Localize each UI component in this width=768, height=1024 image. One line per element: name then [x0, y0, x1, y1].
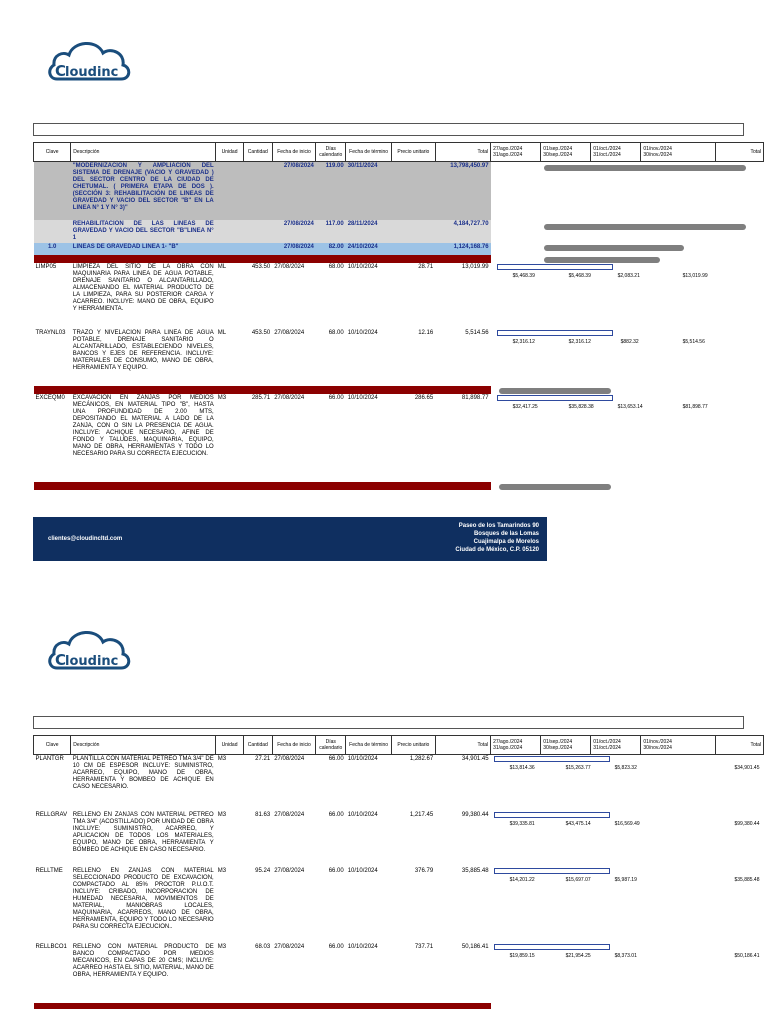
header-cantidad: Cantidad — [243, 736, 272, 755]
item-unit: ML — [217, 263, 227, 270]
section-row — [34, 255, 764, 263]
address-line: Cuajimalpa de Morelos — [473, 539, 539, 545]
progress-bar — [494, 756, 610, 762]
header-unidad: Unidad — [216, 143, 244, 162]
month-3-amount: $8,373.01 — [614, 953, 637, 959]
address-line: Ciudad de México, C.P. 05120 — [455, 547, 539, 553]
item-description: TRAZO Y NIVELACION PARA LINEA DE AGUA POTABLE, DRENAJE SANITARIO O ALCANTARILLADO, ESTABLECIENDO NIVELES, BANCOS Y EJES DE REFERENCIA. INCLUYE: MATERIALES DE CONSUMO, MANO DE OBRA, HERRAMIENTA Y EQUIPO. — [72, 329, 214, 371]
item-days: 66.00 — [328, 944, 344, 950]
item-start: 27/08/2024 — [274, 394, 305, 401]
item-qty: 453.50 — [251, 329, 271, 336]
item-days: 66.00 — [328, 394, 344, 401]
item-days: 66.00 — [328, 812, 344, 818]
item-total: 34,901.45 — [461, 756, 489, 762]
header-dias: Días calendario — [316, 143, 346, 162]
group-row — [34, 220, 764, 243]
month-3-amount: $16,569.49 — [614, 821, 640, 827]
item-description: RELLENO EN ZANJAS CON MATERIAL PETREO TMA 3/4" (ACOSTILLADO) POR UNIDAD DE OBRA INCLUYE: SUMINISTRO, ACARREO, Y APLICACION DE TODOS LOS MATERIALES, EQUIPO, MANO DE OBRA, HERRAMIENTA Y BOMBEO DE ACHIQUE EN CASO NECESARIO. — [72, 812, 214, 853]
group-days: 119.00 — [316, 162, 346, 220]
item-unit-price: 1,282.67 — [409, 756, 434, 762]
group-description: REHABILITACION DE LAS LINEAS DE GRAVEDAD Y VACIO DEL SECTOR "B"LINEA N° 1 — [72, 220, 214, 241]
page-footer — [33, 517, 547, 561]
month-2-amount: $43,475.14 — [565, 821, 591, 827]
row-total-2: $13,019.99 — [682, 272, 708, 279]
gantt-bar — [544, 245, 684, 251]
group-description: LINEAS DE GRAVEDAD LINEA 1- "B" — [71, 243, 216, 255]
header-clave: Clave — [34, 143, 71, 162]
item-unit-price: 1,217.45 — [409, 812, 434, 818]
month-1-amount: $32,417.25 — [512, 403, 538, 410]
table-row — [34, 943, 764, 1003]
item-qty: 285.71 — [251, 394, 271, 401]
item-description: RELLENO CON MATERIAL PRODUCTO DE BANCO COMPACTADO POR MEDIOS MECANICOS, EN CAPAS DE 20 CMS; INCLUYE: ACARREO HASTA EL SITIO, MATERIAL, MANO DE OBRA, HERRAMIENTA Y EQUIPO. — [72, 944, 214, 978]
item-clave: RELLBCO1 — [35, 944, 67, 950]
item-unit-price: 12.16 — [418, 329, 434, 336]
item-qty: 68.03 — [255, 944, 271, 950]
item-qty: 95.24 — [255, 868, 271, 874]
month-3-amount: $13,653.14 — [617, 403, 643, 410]
item-description: PLANTILLA CON MATERIAL PETREO TMA 3/4" DE 10 CM DE ESPESOR INCLUYE: SUMINISTRO, ACARREO, EQUIPO, MANO DE OBRA, HERRAMIENTA Y BOMBEO DE ACHIQUE EN CASO NECESARIO. — [72, 756, 214, 790]
item-total: 81,898.77 — [461, 394, 489, 401]
header-fecha-inicio: Fecha de inicio — [272, 736, 316, 755]
item-description: EXCAVACION EN ZANJAS POR MEDIOS MECÁNICOS, EN MATERIAL TIPO "B", HASTA UNA PROFUNDIDAD DE 2.00 MTS, DEPOSITANDO EL MATERIAL A LADO DE LA ZANJA, CON O SIN LA PRESENCIA DE AGUA. INCLUYE: ACHIQUE NECESARIO, AFINE DE FONDO Y TALUDES, MAQUINARIA, EQUIPO, MANO DE OBRA, HERRAMIENTAS Y TODO LO NECESARIO PARA SU CORRECTA EJECUCION. — [72, 394, 214, 457]
section-row — [34, 482, 764, 490]
month-2-amount: $5,468.39 — [568, 272, 591, 279]
item-end: 10/10/2024 — [347, 329, 378, 336]
item-start: 27/08/2024 — [274, 263, 305, 270]
group-row — [34, 243, 764, 255]
table-header-row — [34, 143, 764, 162]
month-3-amount: $882.32 — [620, 338, 639, 345]
item-end: 10/10/2024 — [347, 944, 378, 950]
row-total-2: $5,514.56 — [682, 338, 705, 345]
group-total: 1,124,168.76 — [435, 243, 490, 255]
svg-text:loudinc: loudinc — [65, 654, 119, 669]
item-clave: EXCEQM0 — [35, 394, 65, 401]
header-month-4: 01/nov./2024 30/nov./2024 — [641, 736, 716, 755]
header-descripcion: Descripción — [71, 736, 216, 755]
item-days: 68.00 — [328, 263, 344, 270]
item-clave: TRAYNL03 — [35, 329, 66, 336]
header-month-1: 27/ago./2024 31/ago./2024 — [491, 736, 541, 755]
header-fecha-inicio: Fecha de inicio — [272, 143, 316, 162]
table-row — [34, 867, 764, 943]
table-row — [34, 755, 764, 812]
item-end: 10/10/2024 — [347, 263, 378, 270]
cloudinc-logo — [47, 622, 133, 678]
item-end: 10/10/2024 — [347, 868, 378, 874]
progress-bar — [494, 944, 610, 950]
item-unit: M3 — [217, 756, 227, 762]
header-total: Total — [435, 143, 490, 162]
footer-address — [455, 522, 539, 554]
item-clave: PLANTGR — [35, 756, 64, 762]
page-2 — [0, 580, 768, 1024]
group-row — [34, 162, 764, 220]
item-description: RELLENO EN ZANJAS CON MATERIAL SELECCIONADO PRODUCTO DE EXCAVACION, COMPACTADO AL 85% PROCTOR P.U.O.T. INCLUYE: CRIBADO, INCORPORACION DE HUMEDAD NECESARIA, MOVIMIENTOS DE MATERIAL, MANIOBRAS LOCALES, MAQUINARIA, ACARREOS, MANO DE OBRA, HERRAMIENTA, EQUIPO Y TODO LO NECESARIO PARA SU CORRECTA EJECUCION.. — [72, 868, 214, 930]
group-end: 30/11/2024 — [346, 162, 392, 220]
svg-text:loudinc: loudinc — [65, 65, 119, 80]
header-month-1: 27/ago./2024 31/ago./2024 — [491, 143, 541, 162]
item-unit-price: 28.71 — [418, 263, 434, 270]
group-start: 27/08/2024 — [272, 220, 316, 243]
header-cantidad: Cantidad — [243, 143, 272, 162]
schedule-table-2 — [33, 735, 764, 1009]
header-precio-unitario: Precio unitario — [392, 736, 436, 755]
header-fecha-termino: Fecha de término — [346, 736, 392, 755]
month-1-amount: $5,468.39 — [512, 272, 535, 279]
item-unit: M3 — [217, 868, 227, 874]
group-total: 13,798,450.97 — [435, 162, 490, 220]
gantt-bar — [499, 484, 611, 490]
gantt-bar — [544, 224, 746, 230]
month-2-amount: $2,316.12 — [568, 338, 591, 345]
table-row — [34, 394, 764, 482]
gantt-bar — [544, 165, 746, 171]
item-unit: ML — [217, 329, 227, 336]
header-total-2: Total — [715, 736, 763, 755]
contact-email[interactable]: clientes@cloudincltd.com — [48, 536, 123, 542]
group-days: 82.00 — [316, 243, 346, 255]
row-total-2: $81,898.77 — [682, 403, 708, 410]
item-clave: RELLGRAV — [35, 812, 68, 818]
item-total: 13,019.99 — [461, 263, 489, 270]
item-end: 10/10/2024 — [347, 756, 378, 762]
section-row — [34, 1003, 764, 1009]
item-start: 27/08/2024 — [274, 329, 305, 336]
item-clave: LIMP05 — [35, 263, 57, 270]
month-3-amount: $5,987.19 — [614, 877, 637, 883]
month-1-amount: $13,814.36 — [509, 765, 535, 771]
table-row — [34, 329, 764, 386]
group-start: 27/08/2024 — [272, 243, 316, 255]
item-start: 27/08/2024 — [274, 944, 305, 950]
month-1-amount: $2,316.12 — [512, 338, 535, 345]
group-start: 27/08/2024 — [272, 162, 316, 220]
month-2-amount: $15,263.77 — [565, 765, 591, 771]
month-1-amount: $19,859.15 — [509, 953, 535, 959]
progress-bar — [494, 812, 610, 818]
item-end: 10/10/2024 — [347, 812, 378, 818]
item-qty: 81.63 — [255, 812, 271, 818]
progress-bar — [497, 264, 613, 270]
item-unit-price: 737.71 — [414, 944, 434, 950]
header-precio-unitario: Precio unitario — [392, 143, 436, 162]
item-total: 5,514.56 — [465, 329, 489, 336]
document-title-box — [33, 716, 744, 729]
group-description: "MODERNIZACION Y AMPLIACION DEL SISTEMA DE DRENAJE (VACIO Y GRAVEDAD ) DEL SECTOR CENTRO DE LA CIUDAD DE CHETUMAL. ( PRIMERA ETAPA DE DOS ). (SECCIÓN 3: REHABILITACIÓN DE LINEAS DE GRAVEDAD Y VACIO DEL SECTOR "B" EN LA LINEA N° 1 Y N° 3)" — [71, 162, 216, 220]
address-line: Bosques de las Lomas — [473, 531, 539, 537]
header-month-2: 01/sep./2024 30/sep./2024 — [541, 736, 591, 755]
item-total: 35,885.48 — [461, 868, 489, 874]
item-total: 99,380.44 — [461, 812, 489, 818]
address-line: Paseo de los Tamarindos 90 — [458, 523, 539, 529]
header-month-3: 01/oct./2024 31/oct./2024 — [591, 143, 641, 162]
svg-text:C: C — [55, 62, 67, 80]
header-total-2: Total — [715, 143, 763, 162]
item-start: 27/08/2024 — [274, 812, 305, 818]
group-days: 117.00 — [316, 220, 346, 243]
month-3-amount: $2,083.21 — [617, 272, 640, 279]
table-row — [34, 263, 764, 329]
month-2-amount: $21,954.25 — [565, 953, 591, 959]
header-month-4: 01/nov./2024 30/nov./2024 — [641, 143, 716, 162]
row-total-2: $35,885.48 — [734, 877, 760, 883]
header-month-3: 01/oct./2024 31/oct./2024 — [591, 736, 641, 755]
item-clave: RELLTME — [35, 868, 63, 874]
header-fecha-termino: Fecha de término — [346, 143, 392, 162]
month-2-amount: $15,697.07 — [565, 877, 591, 883]
item-total: 50,186.41 — [461, 944, 489, 950]
item-days: 68.00 — [328, 329, 344, 336]
item-days: 66.00 — [328, 868, 344, 874]
item-unit-price: 376.79 — [414, 868, 434, 874]
item-unit: M3 — [217, 394, 227, 401]
table-header-row — [34, 736, 764, 755]
item-start: 27/08/2024 — [274, 868, 305, 874]
group-end: 24/10/2024 — [346, 243, 392, 255]
item-unit: M3 — [217, 944, 227, 950]
header-total: Total — [435, 736, 490, 755]
item-description: LIMPIEZA DEL SITIO DE LA OBRA CON MAQUINARIA PARA LINEA DE AGUA POTABLE, DRENAJE SANITARIO O ALCANTARILLADO, ALMACENANDO EL MATERIAL PRODUCTO DE LA LIMPIEZA, PARA SU POSTERIOR CARGA Y ACARREO. INCLUYE: MANO DE OBRA, EQUIPO Y HERRAMIENTA. — [72, 263, 214, 312]
item-end: 10/10/2024 — [347, 394, 378, 401]
group-total: 4,184,727.70 — [435, 220, 490, 243]
header-clave: Clave — [34, 736, 71, 755]
item-qty: 27.21 — [255, 756, 271, 762]
month-1-amount: $14,201.22 — [509, 877, 535, 883]
header-dias: Días calendario — [316, 736, 346, 755]
progress-bar — [497, 330, 613, 336]
header-unidad: Unidad — [216, 736, 244, 755]
item-unit: M3 — [217, 812, 227, 818]
month-3-amount: $5,823.32 — [614, 765, 637, 771]
group-clave: 1.0 — [34, 243, 71, 255]
document-title-box — [33, 123, 744, 136]
month-2-amount: $35,828.38 — [568, 403, 594, 410]
section-row — [34, 386, 764, 394]
table-row — [34, 811, 764, 867]
progress-bar — [497, 395, 613, 401]
row-total-2: $34,901.45 — [734, 765, 760, 771]
row-total-2: $99,380.44 — [734, 821, 760, 827]
progress-bar — [494, 868, 610, 874]
item-start: 27/08/2024 — [274, 756, 305, 762]
item-unit-price: 286.65 — [414, 394, 434, 401]
header-month-2: 01/sep./2024 30/sep./2024 — [541, 143, 591, 162]
group-end: 28/11/2024 — [346, 220, 392, 243]
month-1-amount: $39,335.81 — [509, 821, 535, 827]
svg-text:C: C — [55, 651, 67, 669]
header-descripcion: Descripción — [71, 143, 216, 162]
item-days: 66.00 — [328, 756, 344, 762]
cloudinc-logo — [47, 33, 133, 89]
schedule-table-1 — [33, 142, 764, 490]
item-qty: 453.50 — [251, 263, 271, 270]
row-total-2: $50,186.41 — [734, 953, 760, 959]
